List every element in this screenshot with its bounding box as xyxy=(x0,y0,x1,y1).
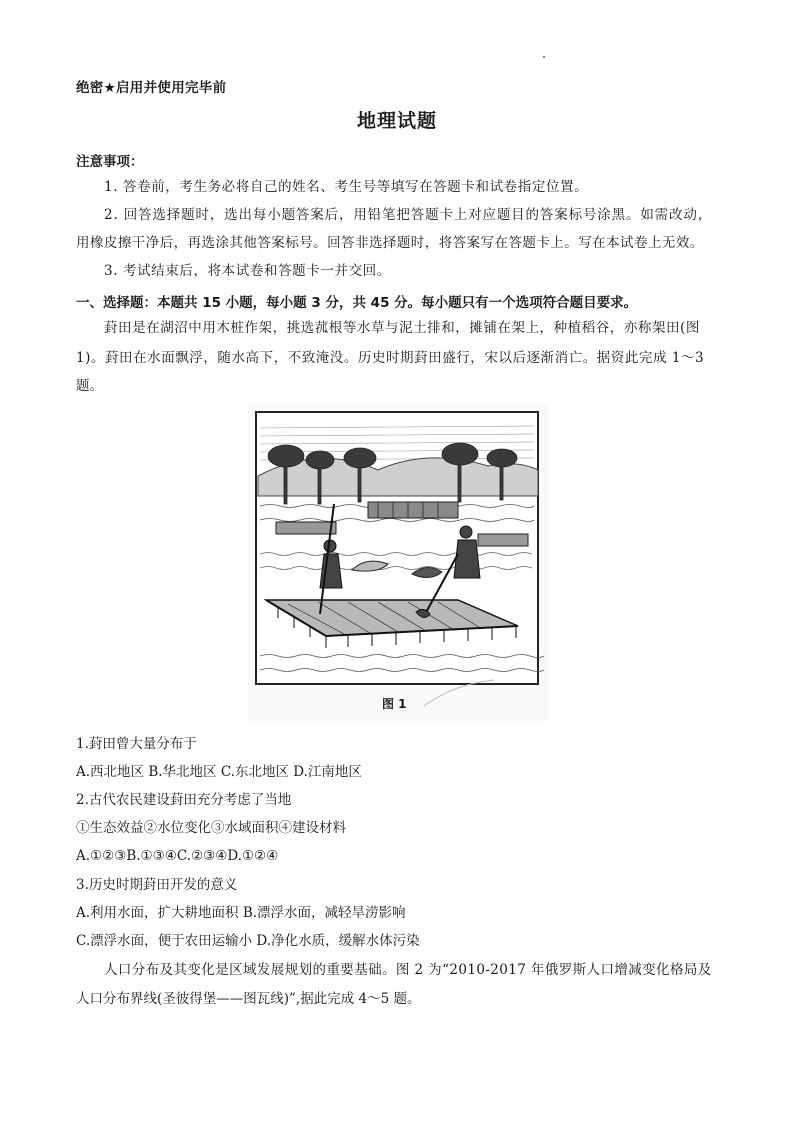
notice-item-2-line-2: 用橡皮擦干净后，再选涂其他答案标号。回答非选择题时，将答案写在答题卡上。写在本试卷上无效。 xyxy=(76,235,704,251)
confidential-label: 绝密★启用并使用完毕前 xyxy=(76,80,227,96)
passage-2-line-2: 人口分布界线(圣彼得堡——图瓦线)”,据此完成 4～5 题。 xyxy=(76,991,421,1007)
page-title: 地理试题 xyxy=(356,110,437,132)
section-heading: 一、选择题：本题共 15 小题，每小题 3 分，共 45 分。每小题只有一个选项符合题目要求。 xyxy=(76,295,638,311)
notice-item-1: 1. 答卷前，考生务必将自己的姓名、考生号等填写在答题卡和试卷指定位置。 xyxy=(104,179,589,195)
scan-speck xyxy=(543,56,545,58)
question-3-options-line-2: C.漂浮水面，便于农田运输小 D.净化水质，缓解水体污染 xyxy=(76,933,420,949)
question-2-items: ①生态效益②水位变化③水域面积④建设材料 xyxy=(76,820,346,836)
question-3: 3.历史时期葑田开发的意义 xyxy=(76,877,238,893)
passage-2-line-1: 人口分布及其变化是区域发展规划的重要基础。图 2 为“2010-2017 年俄罗斯人口增减变化格局及 xyxy=(104,962,712,978)
notice-item-3: 3. 考试结束后，将本试卷和答题卡一并交回。 xyxy=(104,263,391,279)
passage-line-3: 题。 xyxy=(76,378,103,394)
question-1-options: A.西北地区 B.华北地区 C.东北地区 D.江南地区 xyxy=(76,764,362,780)
question-1: 1.葑田曾大量分布于 xyxy=(76,736,197,752)
passage-line-1: 葑田是在湖沼中用木桩作架，挑选菰根等水草与泥土排和，摊铺在架上，种植稻谷，亦称架田(图 xyxy=(104,320,700,336)
passage-line-2: 1)。葑田在水面飘浮，随水高下，不致淹没。历史时期葑田盛行，宋以后逐渐消亡。据资此完成 1～3 xyxy=(76,350,705,366)
frame-field-engraving xyxy=(248,404,548,722)
figure-1-illustration xyxy=(248,404,548,722)
question-2-options: A.①②③B.①③④C.②③④D.①②④ xyxy=(76,848,279,864)
figure-1-caption: 图 1 xyxy=(382,697,407,711)
question-2: 2.古代农民建设葑田充分考虑了当地 xyxy=(76,792,292,808)
notice-item-2-line-1: 2. 回答选择题时，选出每小题答案后，用铅笔把答题卡上对应题目的答案标号涂黑。如需改动， xyxy=(104,207,713,223)
notice-heading: 注意事项： xyxy=(76,154,144,170)
question-3-options-line-1: A.利用水面，扩大耕地面积 B.漂浮水面，减轻旱涝影响 xyxy=(76,905,406,921)
